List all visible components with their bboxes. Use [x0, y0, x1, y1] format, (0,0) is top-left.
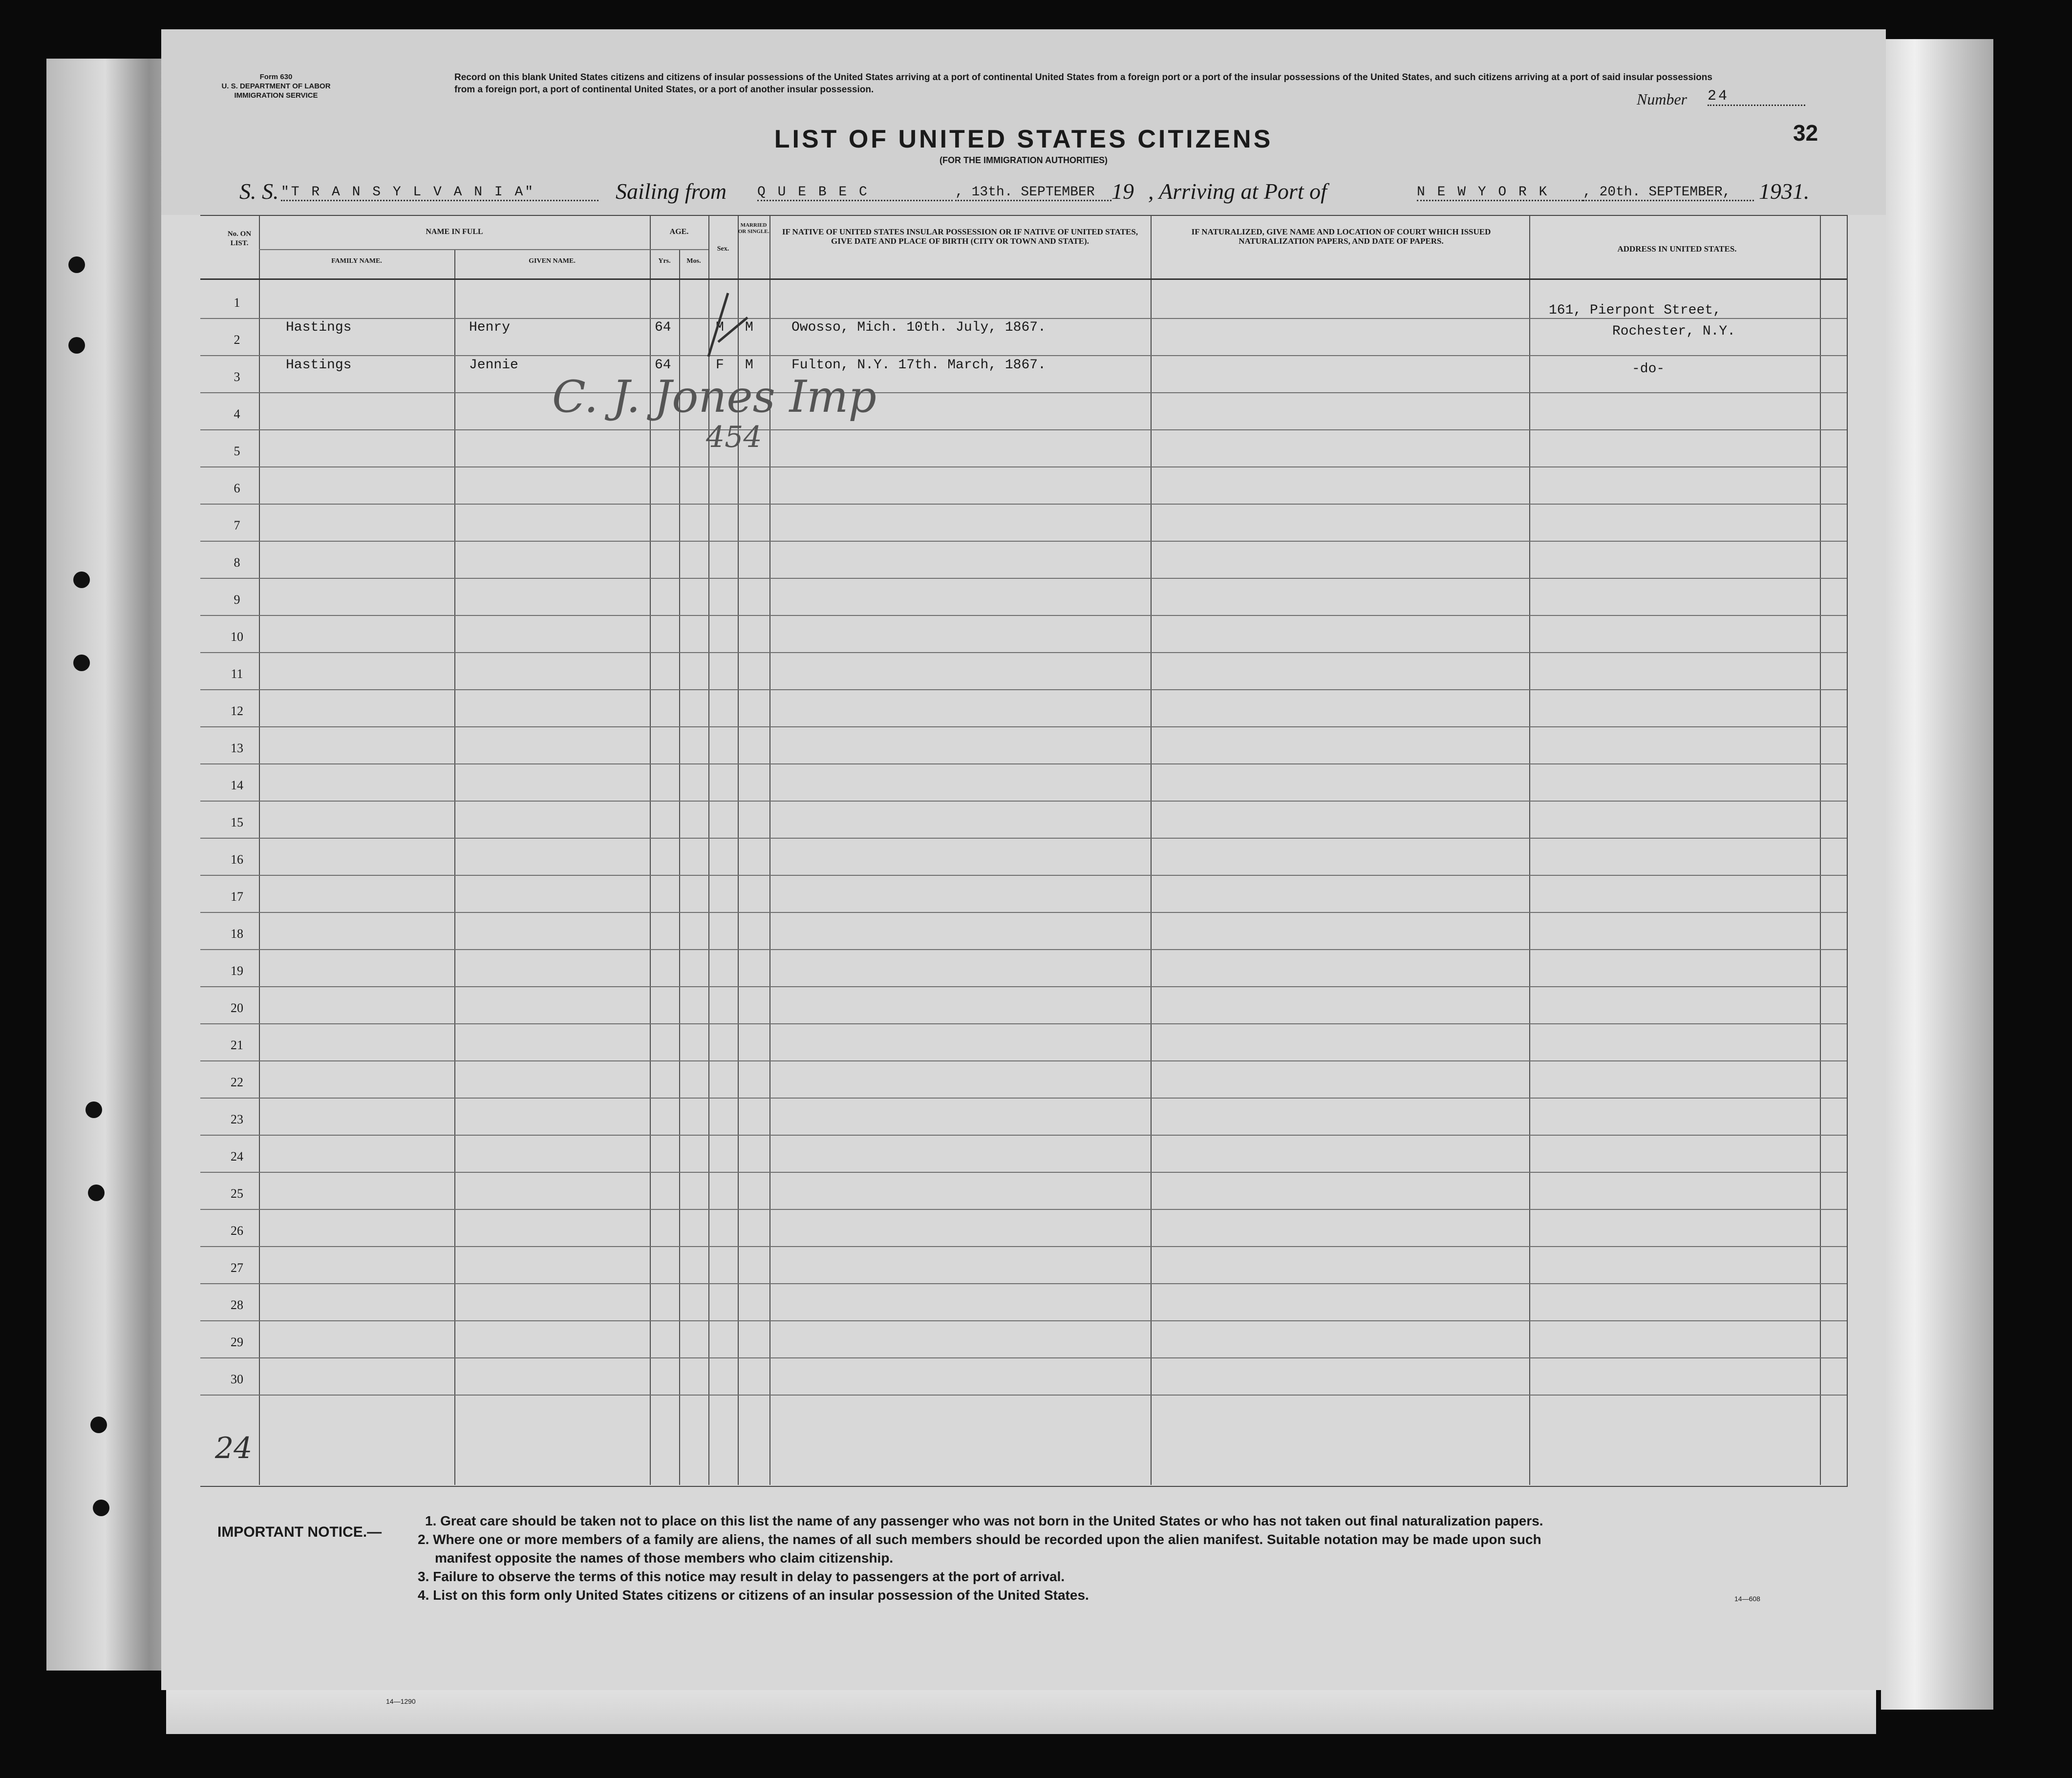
entry-1-given-name: Henry [469, 320, 511, 335]
row-line [200, 763, 1847, 764]
notice-item-2: 2. Where one or more members of a family are aliens, the names of all such members should be recorded upon the alien manifest. Suitable notation may be made upon such [418, 1532, 1541, 1547]
col-family-name: FAMILY NAME. [331, 257, 382, 265]
binder-hole [68, 337, 85, 354]
row-number: 15 [231, 815, 243, 829]
binder-hole [73, 655, 90, 671]
ship-name: "T R A N S Y L V A N I A" [281, 185, 598, 201]
col-name-in-full: NAME IN FULL [426, 228, 483, 236]
binder-hole [90, 1417, 107, 1433]
row-line [200, 1060, 1847, 1061]
row-line [200, 949, 1847, 950]
row-line [200, 1098, 1847, 1099]
row-number: 14 [231, 778, 243, 792]
sailing-date: , 13th. SEPTEMBER [955, 185, 1111, 201]
row-number: 17 [231, 889, 243, 904]
handwritten-tally: 24 [215, 1431, 253, 1465]
col-line [1151, 215, 1152, 1485]
row-number: 11 [231, 667, 243, 681]
header-line [200, 278, 1847, 280]
row-line [200, 838, 1847, 839]
underlying-page-right [1881, 39, 1993, 1710]
department-name: U. S. DEPARTMENT OF LABOR [221, 82, 331, 90]
row-line [200, 429, 1847, 430]
entry-1-birth: Owosso, Mich. 10th. July, 1867. [791, 320, 1046, 335]
row-number: 18 [231, 927, 243, 941]
number-label: Number [1637, 90, 1688, 108]
entry-2-birth: Fulton, N.Y. 17th. March, 1867. [791, 358, 1046, 373]
handwritten-signature: C. J. Jones Imp [552, 371, 876, 423]
manifest-table [200, 215, 1848, 1487]
row-number: 5 [234, 444, 240, 458]
row-line [200, 615, 1847, 616]
row-line [200, 1023, 1847, 1024]
col-sex: Sex. [717, 245, 729, 253]
col-line [1820, 215, 1821, 1485]
row-number: 28 [231, 1298, 243, 1312]
notice-item-2-cont: manifest opposite the names of those members who claim citizenship. [435, 1550, 894, 1566]
row-number: 7 [234, 518, 240, 532]
row-number: 12 [231, 704, 243, 718]
row-number: 22 [231, 1075, 243, 1089]
row-line [200, 652, 1847, 653]
preamble-text: Record on this blank United States citizens and citizens of insular possessions of the United States arriving at a port of continental United States from a foreign port or a port of the insular possessions of the United States, and such citizens arriving at a port of said insular possessions from a foreign port, a port of continental United States, or a port of another insular possession. [454, 72, 1712, 95]
page-title: LIST OF UNITED STATES CITIZENS [774, 125, 1273, 153]
row-line [200, 912, 1847, 913]
col-naturalized: IF NATURALIZED, GIVE NAME AND LOCATION OF COURT WHICH ISSUED NATURALIZATION PAPERS, AND DATE OF PAPERS. [1191, 227, 1491, 246]
row-number: 8 [234, 555, 240, 570]
row-line [200, 355, 1847, 356]
col-age: AGE. [669, 228, 689, 236]
sailing-year-prefix: 19 [1111, 179, 1134, 204]
row-line [200, 1283, 1847, 1284]
row-line [200, 801, 1847, 802]
row-line [200, 1395, 1847, 1396]
row-number: 23 [231, 1112, 243, 1126]
arriving-port: N E W Y O R K [1417, 185, 1583, 201]
entry-1-sex: M [716, 320, 724, 335]
row-number: 19 [231, 964, 243, 978]
row-line [200, 318, 1847, 319]
row-number: 24 [231, 1149, 243, 1164]
row-number: 26 [231, 1224, 243, 1238]
sailing-from-label: Sailing from [616, 179, 727, 204]
row-number: 3 [234, 370, 240, 384]
notice-form-code: 14—608 [1734, 1595, 1760, 1603]
row-number: 13 [231, 741, 243, 755]
row-line [200, 578, 1847, 579]
entry-2-sex: F [716, 358, 724, 373]
arrival-date: , 20th. SEPTEMBER, [1583, 185, 1754, 201]
col-married-or-single: MARRIED OR SINGLE. [738, 222, 769, 234]
bottom-form-code: 14—1290 [386, 1697, 416, 1705]
notice-item-1: 1. Great care should be taken not to place on this list the name of any passenger who was not born in the United States or who has not taken out final naturalization papers. [425, 1513, 1543, 1528]
row-line [200, 875, 1847, 876]
page-subtitle: (FOR THE IMMIGRATION AUTHORITIES) [940, 155, 1108, 165]
entry-2-given-name: Jennie [469, 358, 518, 373]
form-id-block [210, 72, 342, 100]
row-number: 25 [231, 1186, 243, 1201]
binder-hole [68, 256, 85, 273]
row-line [200, 1246, 1847, 1247]
col-address: ADDRESS IN UNITED STATES. [1617, 244, 1737, 254]
manifest-sheet [161, 29, 1886, 1690]
row-number: 10 [231, 630, 243, 644]
number-value: 24 [1708, 88, 1805, 106]
col-line [1529, 215, 1530, 1485]
arriving-label: , Arriving at Port of [1148, 179, 1327, 204]
row-number: 29 [231, 1335, 243, 1349]
notice-label: IMPORTANT NOTICE.— [217, 1524, 382, 1540]
col-months: Mos. [686, 257, 701, 265]
entry-2-marital: M [745, 358, 753, 373]
row-number: 16 [231, 852, 243, 867]
row-line [200, 1209, 1847, 1210]
row-line [200, 504, 1847, 505]
binder-hole [88, 1185, 105, 1201]
binder-hole [73, 572, 90, 588]
col-line [259, 215, 260, 1485]
col-no-on-list: No. ON LIST. [227, 230, 252, 247]
entry-2-age-years: 64 [655, 358, 671, 373]
sailing-from-value: Q U E B E C [757, 185, 953, 201]
col-line [454, 249, 455, 1485]
row-number: 20 [231, 1001, 243, 1015]
row-line [200, 986, 1847, 987]
row-line [200, 1172, 1847, 1173]
entry-1-marital: M [745, 320, 753, 335]
row-line [200, 541, 1847, 542]
entry-1-address-line2: Rochester, N.Y. [1612, 324, 1736, 339]
col-birth: IF NATIVE OF UNITED STATES INSULAR POSSESSION OR IF NATIVE OF UNITED STATES, GIVE DATE AND PLACE OF BIRTH (CITY OR TOWN AND STATE). [782, 227, 1138, 246]
row-line [200, 392, 1847, 393]
row-number: 27 [231, 1261, 243, 1275]
notice-item-4: 4. List on this form only United States citizens or citizens of an insular possession of the United States. [418, 1588, 1089, 1603]
row-line [200, 466, 1847, 467]
row-number: 2 [234, 333, 240, 347]
handwritten-count: 454 [706, 420, 762, 454]
entry-2-address-line1: -do- [1632, 361, 1665, 377]
entry-2-family-name: Hastings [286, 358, 352, 373]
service-name: IMMIGRATION SERVICE [234, 91, 318, 100]
row-line [200, 726, 1847, 727]
arrival-year: 1931. [1759, 179, 1810, 204]
entry-1-age-years: 64 [655, 320, 671, 335]
ss-label: S. S. [239, 179, 279, 204]
row-number: 21 [231, 1038, 243, 1052]
row-line [200, 1357, 1847, 1358]
row-number: 4 [234, 407, 240, 421]
col-line [679, 249, 680, 1485]
form-number: Form 630 [259, 73, 293, 81]
row-number: 6 [234, 481, 240, 495]
binder-hole [85, 1101, 102, 1118]
col-years: Yrs. [658, 257, 671, 265]
row-number: 30 [231, 1372, 243, 1386]
row-number: 9 [234, 593, 240, 607]
page-number: 32 [1793, 120, 1818, 146]
header-line [259, 249, 708, 250]
notice-item-3: 3. Failure to observe the terms of this notice may result in delay to passengers at the port of arrival. [418, 1569, 1065, 1584]
entry-1-address-line1: 161, Pierpont Street, [1549, 303, 1721, 318]
binder-hole [93, 1500, 109, 1516]
row-number: 1 [234, 296, 240, 310]
row-line [200, 689, 1847, 690]
row-line [200, 1135, 1847, 1136]
entry-1-family-name: Hastings [286, 320, 352, 335]
col-given-name: GIVEN NAME. [529, 257, 576, 265]
row-line [200, 1320, 1847, 1321]
